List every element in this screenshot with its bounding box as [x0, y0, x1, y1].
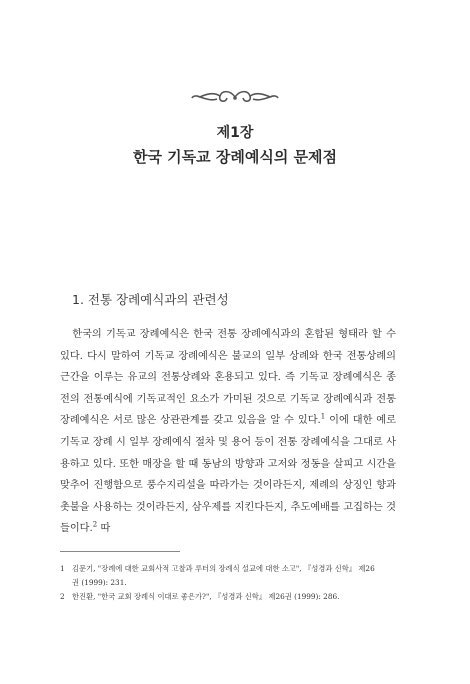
chapter-title: 한국 기독교 장례예식의 문제점	[132, 148, 338, 166]
footnote-ref-1[interactable]: 1	[320, 412, 326, 421]
chapter-number: 제1장	[216, 125, 254, 141]
footnote-item	[60, 562, 396, 576]
footnote-continuation: 권 (1999): 231.	[72, 578, 127, 587]
section-heading: 1. 전통 장례예식과의 관련성	[72, 292, 229, 307]
footnote-ref-2[interactable]: 2	[92, 520, 98, 529]
body-paragraph	[60, 324, 396, 540]
ornament-icon	[190, 88, 280, 106]
footnotes	[60, 562, 396, 604]
footnote-item	[60, 590, 396, 604]
footnote-text: 김문기, "장례에 대한 교회사적 고찰과 루터의 장례식 설교에 대한 소고", 『성경과 신학』 제26	[72, 564, 375, 573]
body-text-part-3: 따	[97, 523, 111, 535]
body-text-part-2: 이에 대한 예로 기독교 장례 시 일부 장례예식 절차 및 용어 등이 전통 장례예식을 그대로 사용하고 있다. 또한 매장을 할 때 동남의 방향과 고저와 정동을 살피고 시간을 맞추어 진행함으로 풍수지리설을 따라가는 것이라든지, 제례의 상징인 향과 촛불을 사용하는 것이라든지, 삼우제를 지킨다든지, 추도예배를 고집하는 것들이다.	[60, 415, 396, 535]
body-text-part-1: 한국의 기독교 장례예식은 한국 전통 장례예식과의 혼합된 형태라 할 수 있다. 다시 말하여 기독교 장례예식은 불교의 일부 상례와 한국 전통상례의 근간을 이루는 유교의 전통상례와 혼용되고 있다. 즉 기독교 장례예식은 종전의 전통예식에 기독교적인 요소가 가미된 것으로 기독교 장례예식과 전통 장례예식은 서로 많은 상관관계를 갖고 있음을 알 수 있다.	[60, 329, 396, 427]
footnote-text: 한진환, "한국 교회 장례식 이대로 좋은가?", 『성경과 신학』 제26권 (1999): 286.	[72, 592, 340, 601]
footnote-number: 1	[60, 564, 65, 573]
footnote-number: 2	[60, 592, 65, 601]
footnote-divider	[60, 551, 180, 552]
